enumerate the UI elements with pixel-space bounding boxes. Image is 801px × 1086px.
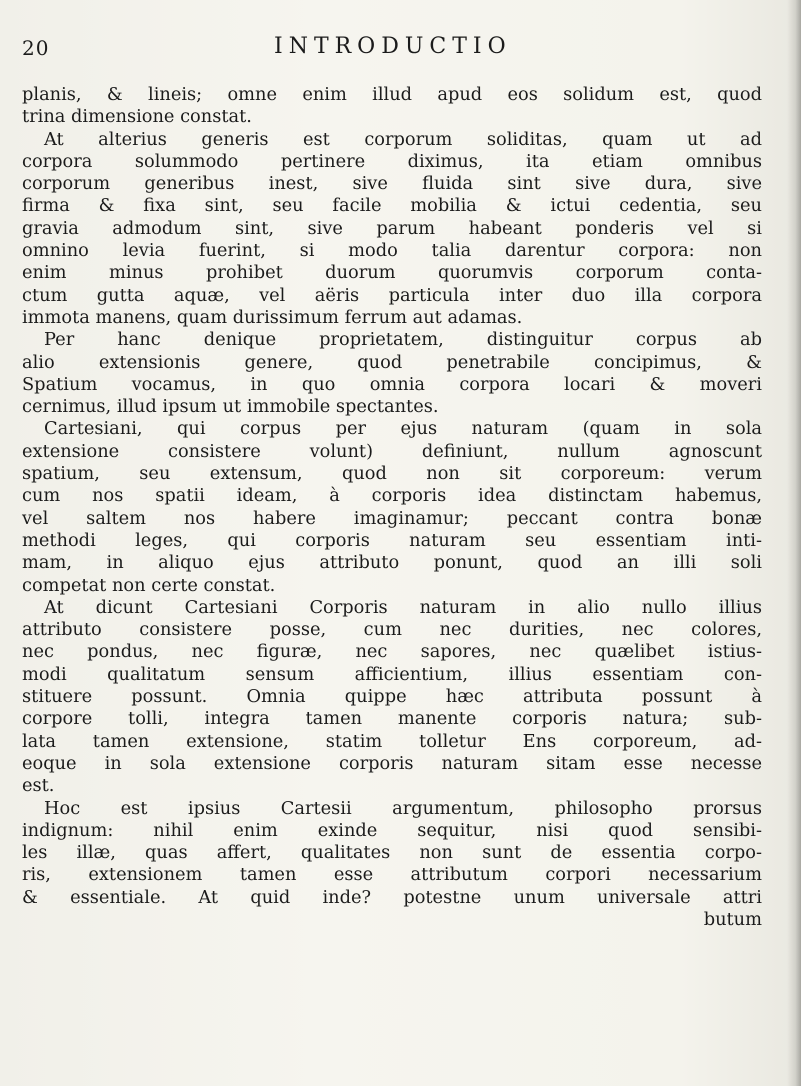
text-line: vel saltem nos habere imaginamur; peccant contra bonæ bbox=[22, 507, 762, 529]
page-edge-shadow bbox=[787, 0, 801, 1086]
text-line: Per hanc denique proprietatem, distinguitur corpus ab bbox=[44, 329, 762, 351]
body-text bbox=[22, 84, 762, 931]
text-line: At alterius generis est corporum soliditas, quam ut ad bbox=[44, 128, 762, 150]
text-line: eoque in sola extensione corporis naturam sitam esse necesse bbox=[22, 752, 762, 774]
text-line: alio extensionis genere, quod penetrabile concipimus, & bbox=[22, 351, 762, 373]
text-line: corpore tolli, integra tamen manente corporis natura; sub- bbox=[22, 708, 762, 730]
text-line: cum nos spatii ideam, à corporis idea distinctam habemus, bbox=[22, 485, 762, 507]
text-line: trina dimensione constat. bbox=[22, 106, 252, 128]
text-line: corpora solummodo pertinere diximus, ita etiam omnibus bbox=[22, 150, 762, 172]
text-line: ris, extensionem tamen esse attributum corpori necessarium bbox=[22, 864, 762, 886]
text-line: gravia admodum sint, sive parum habeant ponderis vel si bbox=[22, 217, 762, 239]
text-line: immota manens, quam durissimum ferrum aut adamas. bbox=[22, 306, 523, 328]
text-line: indignum: nihil enim exinde sequitur, nisi quod sensibi- bbox=[22, 819, 762, 841]
text-line: planis, & lineis; omne enim illud apud eos solidum est, quod bbox=[22, 84, 762, 105]
page-header bbox=[22, 34, 762, 70]
running-head: INTRODUCTIO bbox=[274, 34, 512, 59]
text-line: omnino levia fuerint, si modo talia darentur corpora: non bbox=[22, 240, 762, 262]
text-line: & essentiale. At quid inde? potestne unum universale attri bbox=[22, 886, 762, 908]
text-line: ctum gutta aquæ, vel aëris particula inter duo illa corpora bbox=[22, 284, 762, 306]
text-line: At dicunt Cartesiani Corporis naturam in alio nullo illius bbox=[44, 596, 762, 618]
catchword: butum bbox=[703, 908, 762, 930]
text-line: spatium, seu extensum, quod non sit corporeum: verum bbox=[22, 463, 762, 485]
text-line: Hoc est ipsius Cartesii argumentum, philosopho prorsus bbox=[44, 797, 762, 819]
text-line: Spatium vocamus, in quo omnia corpora locari & moveri bbox=[22, 373, 762, 395]
text-line: competat non certe constat. bbox=[22, 574, 276, 596]
text-line: attributo consistere posse, cum nec durities, nec colores, bbox=[22, 619, 762, 641]
text-line: lata tamen extensione, statim tolletur Ens corporeum, ad- bbox=[22, 730, 762, 752]
text-line: firma & fixa sint, seu facile mobilia & ictui cedentia, seu bbox=[22, 195, 762, 217]
text-line: stituere possunt. Omnia quippe hæc attributa possunt à bbox=[22, 686, 762, 708]
page-number: 20 bbox=[22, 36, 50, 60]
text-line: cernimus, illud ipsum ut immobile spectantes. bbox=[22, 396, 439, 418]
text-line: est. bbox=[22, 775, 55, 797]
text-line: methodi leges, qui corporis naturam seu essentiam inti- bbox=[22, 529, 762, 551]
text-line: mam, in aliquo ejus attributo ponunt, quod an illi soli bbox=[22, 552, 762, 574]
text-line: modi qualitatum sensum afficientium, illius essentiam con- bbox=[22, 663, 762, 685]
text-line: extensione consistere volunt) definiunt, nullum agnoscunt bbox=[22, 440, 762, 462]
text-line: Cartesiani, qui corpus per ejus naturam (quam in sola bbox=[44, 418, 762, 440]
text-line: nec pondus, nec figuræ, nec sapores, nec quælibet istius- bbox=[22, 641, 762, 663]
text-line: enim minus prohibet duorum quorumvis corporum conta- bbox=[22, 262, 762, 284]
text-line: les illæ, quas affert, qualitates non sunt de essentia corpo- bbox=[22, 842, 762, 864]
text-line: corporum generibus inest, sive fluida sint sive dura, sive bbox=[22, 173, 762, 195]
